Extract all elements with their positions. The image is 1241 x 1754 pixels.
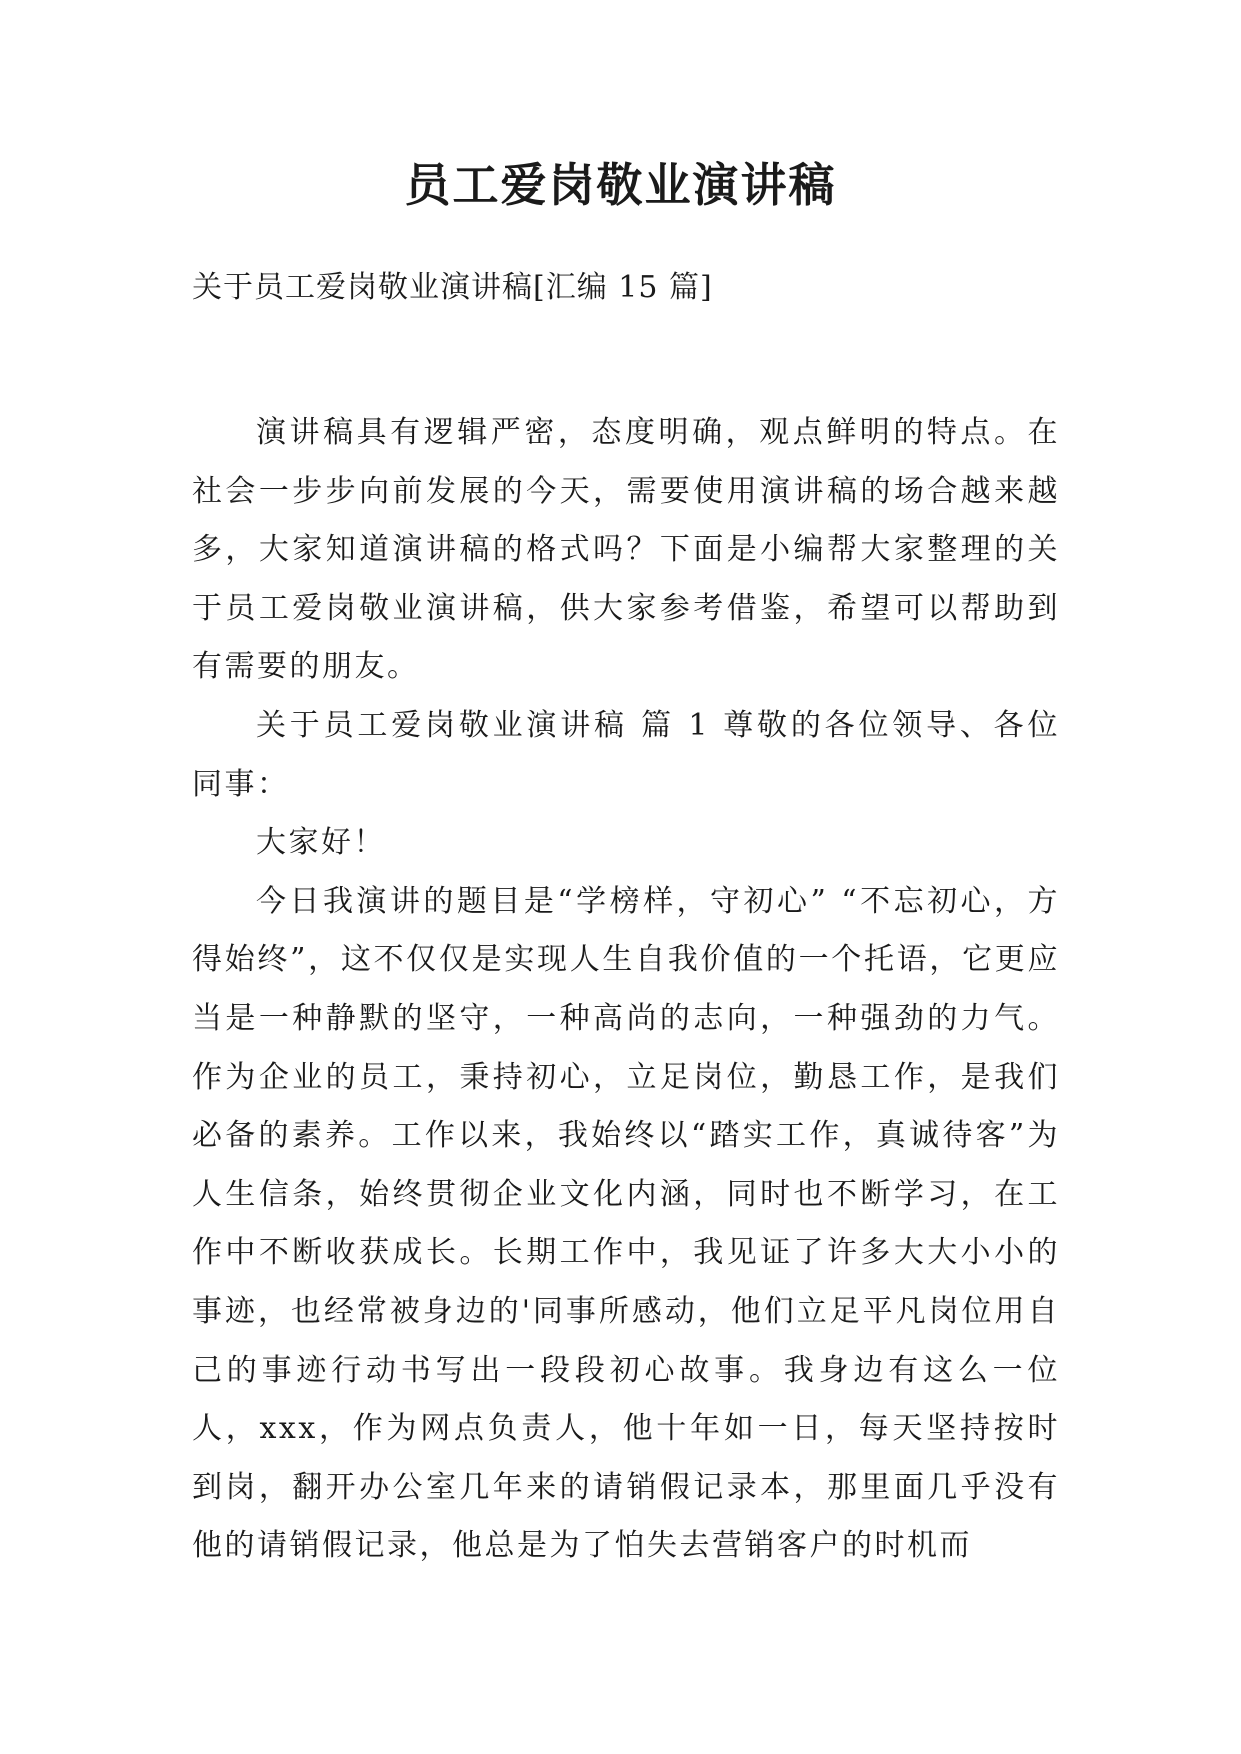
document-title: 员工爱岗敬业演讲稿 <box>404 158 837 212</box>
document-subtitle: 关于员工爱岗敬业演讲稿[汇编 15 篇] <box>192 270 713 305</box>
paragraph-speech-heading: 关于员工爱岗敬业演讲稿 篇 1 尊敬的各位领导、各位同事： <box>192 707 1060 802</box>
paragraph-speech-body: 今日我演讲的题目是“学榜样，守初心” “不忘初心，方得始终”，这不仅仅是实现人生自我价值的一个托语，它更应当是一种静默的坚守，一种高尚的志向，一种强劲的力气。作为企业的员工，秉持初心，立足岗位，勤恳工作，是我们必备的素养。工作以来，我始终以“踏实工作，真诚待客”为人生信条，始终贯彻企业文化内涵，同时也不断学习，在工作中不断收获成长。长期工作中，我见证了许多大大小小的事迹，也经常被身边的'同事所感动，他们立足平凡岗位用自己的事迹行动书写出一段段初心故事。我身边有这么一位人，xxx，作为网点负责人，他十年如一日，每天坚持按时到岗，翻开办公室几年来的请销假记录本，那里面几乎没有他的请销假记录，他总是为了怕失去营销客户的时机而 <box>192 883 1060 1564</box>
paragraph-greeting: 大家好！ <box>256 825 386 861</box>
paragraph-intro: 演讲稿具有逻辑严密，态度明确，观点鲜明的特点。在社会一步步向前发展的今天，需要使用演讲稿的场合越来越多，大家知道演讲稿的格式吗？下面是小编帮大家整理的关于员工爱岗敬业演讲稿，供大家参考借鉴，希望可以帮助到有需要的朋友。 <box>192 415 1060 685</box>
document-body <box>192 404 1060 1576</box>
